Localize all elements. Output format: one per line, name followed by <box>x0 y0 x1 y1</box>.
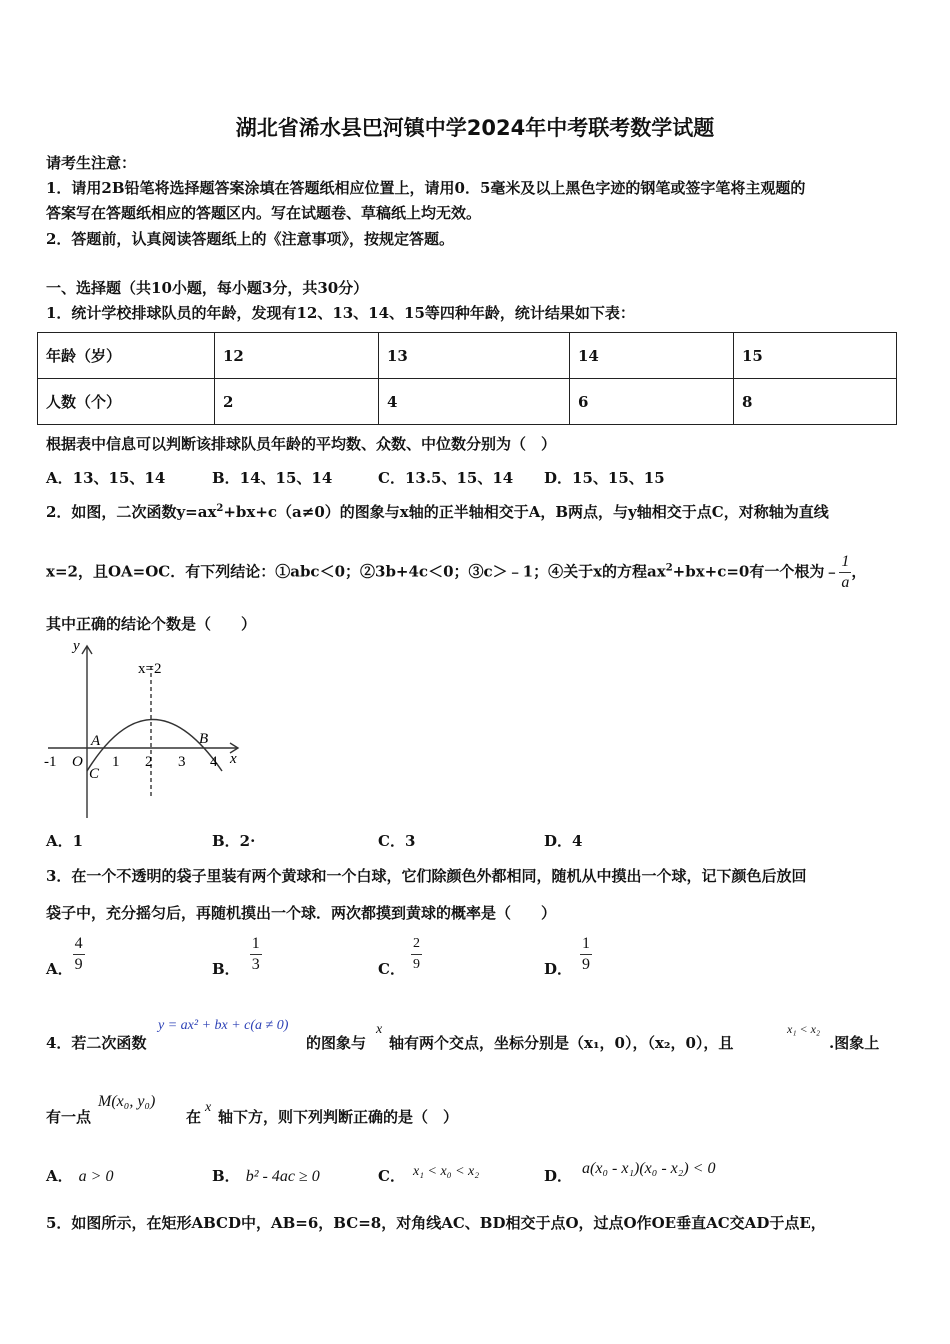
q4-text: 在 <box>186 1108 202 1126</box>
notice-heading: 请考生注意： <box>46 154 137 172</box>
q2-text: ， <box>851 562 867 581</box>
table-cell: 人数（个） <box>38 379 215 425</box>
fraction <box>839 552 851 593</box>
table-cell: 15 <box>734 333 897 379</box>
table-cell: 4 <box>379 379 570 425</box>
numerator: 1 <box>251 935 260 952</box>
notice-line-1: 1．请用2B铅笔将选择题答案涂填在答题纸相应位置上，请用0．5毫米及以上黑色字迹的钢笔或签字笔将主观题的 <box>46 179 806 197</box>
q4-text: 有一点 <box>46 1108 92 1126</box>
numerator: 1 <box>582 935 591 952</box>
q4-option-b[interactable] <box>212 1165 320 1186</box>
notice-line-2: 答案写在答题纸相应的答题区内。写在试题卷、草稿纸上均无效。 <box>46 204 482 222</box>
option-letter: C． <box>378 960 405 978</box>
table-cell: 12 <box>215 333 379 379</box>
table-row <box>38 333 897 379</box>
q2-line-2 <box>46 552 866 593</box>
option-letter: B． <box>212 1167 240 1185</box>
tick-label: 1 <box>112 754 120 770</box>
q1-option-d[interactable]: D．15、15、15 <box>544 469 665 487</box>
option-expression: a(x₀ - x₁)(x₀ - x₂) < 0 <box>582 1160 716 1177</box>
denominator: 9 <box>582 956 591 973</box>
option-letter: D． <box>544 1167 573 1185</box>
q2-option-c[interactable]: C．3 <box>378 832 416 850</box>
denominator: 9 <box>411 954 422 975</box>
q4-option-a[interactable] <box>46 1165 113 1186</box>
symmetry-label: x=2 <box>138 661 162 677</box>
q4-text: .图象上 <box>829 1034 880 1052</box>
numerator: 1 <box>839 552 851 573</box>
option-letter: A． <box>46 1167 73 1185</box>
q1-option-c[interactable]: C．13.5、15、14 <box>378 469 514 487</box>
fraction <box>73 934 85 975</box>
q5-line-1: 5．如图所示，在矩形ABCD中，AB=6，BC=8，对角线AC、BD相交于点O，过点O作OE垂直AC交AD于点E， <box>46 1214 826 1232</box>
q2-option-d[interactable]: D．4 <box>544 832 583 850</box>
q4-x-var: x <box>205 1100 212 1115</box>
q4-option-d[interactable] <box>544 1160 716 1186</box>
q2-text: +bx+c=0有一个根为﹣ <box>672 562 840 581</box>
option-letter: D． <box>544 960 573 978</box>
q2-option-b[interactable]: B．2· <box>212 832 256 850</box>
superscript: 2 <box>216 503 224 514</box>
q3-line-2: 袋子中，充分摇匀后，再随机摸出一个球．两次都摸到黄球的概率是（ ） <box>46 904 557 922</box>
option-expression: b² - 4ac ≥ 0 <box>245 1168 320 1185</box>
q1-table <box>37 332 897 425</box>
table-cell: 8 <box>734 379 897 425</box>
q1-option-b[interactable]: B．14、15、14 <box>212 469 333 487</box>
q2-option-a[interactable]: A．1 <box>46 832 84 850</box>
q3-option-d[interactable] <box>544 934 592 979</box>
q2-line-1 <box>46 501 829 522</box>
q4-condition: x₁ < x₂ <box>787 1022 821 1036</box>
q4-function: y = ax² + bx + c(a ≠ 0) <box>158 1018 289 1033</box>
q2-text: 2．如图，二次函数y=ax <box>46 503 217 521</box>
fraction <box>250 934 262 975</box>
numerator: 2 <box>412 936 420 951</box>
q2-text: +bx+c（a≠0）的图象与x轴的正半轴相交于A，B两点，与y轴相交于点C，对称轴为直线 <box>223 503 829 521</box>
tick-label: -1 <box>44 754 57 770</box>
q1-question: 根据表中信息可以判断该排球队员年龄的平均数、众数、中位数分别为（ ） <box>46 435 557 453</box>
q3-option-c[interactable] <box>378 934 422 979</box>
numerator: 4 <box>74 935 83 952</box>
point-b-label: B <box>199 731 209 747</box>
option-letter: B． <box>212 960 240 978</box>
q3-line-1: 3．在一个不透明的袋子里装有两个黄球和一个白球，它们除颜色外都相同，随机从中摸出一个球，记下颜色后放回 <box>46 867 807 885</box>
table-cell: 13 <box>379 333 570 379</box>
fraction <box>580 934 592 975</box>
q2-text: x=2，且OA=OC．有下列结论：①abc＜0；②3b+4c＜0；③c＞﹣1；④关于x的方程ax <box>46 562 666 581</box>
notice-line-3: 2．答题前，认真阅读答题纸上的《注意事项》，按规定答题。 <box>46 230 454 248</box>
denominator: 9 <box>74 956 83 973</box>
point-c-label: C <box>89 766 100 782</box>
q2-parabola-graph <box>40 638 250 823</box>
q3-option-a[interactable] <box>46 934 85 979</box>
q4-x-var: x <box>376 1022 383 1037</box>
q2-line-3: 其中正确的结论个数是（ ） <box>46 615 257 633</box>
point-a-label: A <box>91 733 101 749</box>
q3-option-b[interactable] <box>212 934 262 979</box>
x-label: x <box>230 751 237 767</box>
option-expression: x₁ < x₀ < x₂ <box>412 1164 480 1179</box>
fraction <box>411 934 422 975</box>
page-title: 湖北省浠水县巴河镇中学2024年中考联考数学试题 <box>235 116 715 140</box>
superscript: 2 <box>665 562 673 574</box>
tick-label: 2 <box>145 754 153 770</box>
denominator: 3 <box>251 956 260 973</box>
tick-label: 4 <box>210 754 218 770</box>
section-heading: 一、选择题（共10小题，每小题3分，共30分） <box>46 279 369 297</box>
q1-stem: 1．统计学校排球队员的年龄，发现有12、13、14、15等四种年龄，统计结果如下表： <box>46 304 635 322</box>
origin-label: O <box>72 754 83 770</box>
table-cell: 6 <box>570 379 734 425</box>
q4-option-c[interactable] <box>378 1165 479 1186</box>
q4-text: 的图象与 <box>306 1034 367 1052</box>
option-expression: a > 0 <box>78 1168 114 1185</box>
table-cell: 年龄（岁） <box>38 333 215 379</box>
q4-prefix: 4．若二次函数 <box>46 1034 147 1052</box>
denominator: a <box>841 574 850 591</box>
table-cell: 2 <box>215 379 379 425</box>
q4-text: 轴有两个交点，坐标分别是（x₁，0），（x₂，0），且 <box>389 1034 734 1052</box>
q4-point: M(x₀, y₀) <box>98 1093 156 1110</box>
option-letter: C． <box>378 1167 405 1185</box>
y-label: y <box>73 638 80 654</box>
q4-text: 轴下方，则下列判断正确的是（ ） <box>218 1108 459 1126</box>
tick-label: 3 <box>178 754 186 770</box>
table-cell: 14 <box>570 333 734 379</box>
table-row <box>38 379 897 425</box>
option-letter: A． <box>46 960 73 978</box>
q1-option-a[interactable]: A．13、15、14 <box>46 469 166 487</box>
